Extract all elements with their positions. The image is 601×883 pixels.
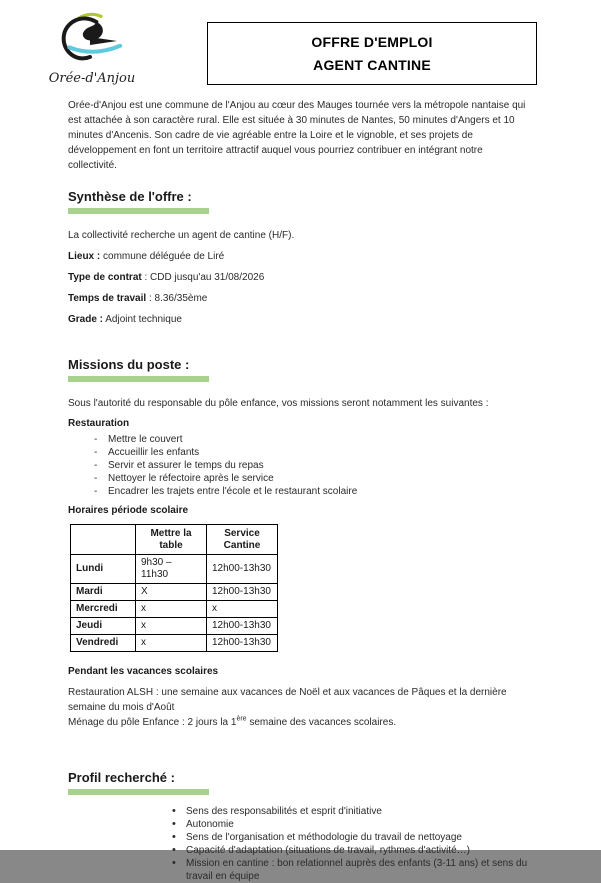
table-row [71,584,278,601]
list-item: - Nettoyer le réfectoire après le service [68,472,534,485]
table-cell-day: Vendredi [71,635,136,652]
field-type-contrat [68,270,534,285]
field-temps-travail [68,291,534,306]
logo-swirl-icon [42,10,138,72]
horaires-title: Horaires période scolaire [68,505,189,516]
table-cell: x [136,635,207,652]
field-type-contrat-value: : CDD jusqu'au 31/08/2026 [141,272,265,283]
field-grade [68,312,534,327]
list-item: • Autonomie [186,818,534,831]
table-header-mettre: Mettre la table [136,525,207,555]
table-row [71,618,278,635]
document-title-line1: OFFRE D'EMPLOI [311,34,433,50]
profil-list [68,805,534,883]
restauration-list [68,433,534,498]
list-item: • Capacité d'adaptation (situations de travail, rythmes d'activité…) [186,844,534,857]
table-cell: 12h00-13h30 [207,618,278,635]
table-row [71,601,278,618]
table-cell: x [136,618,207,635]
list-item: - Encadrer les trajets entre l'école et le restaurant scolaire [68,485,534,498]
field-grade-label: Grade : [68,314,104,325]
green-underline-bar [68,376,209,382]
synthese-intro: La collectivité recherche un agent de cantine (H/F). [68,230,295,241]
green-underline-bar [68,208,209,214]
table-cell: X [136,584,207,601]
table-cell-day: Lundi [71,555,136,584]
field-temps-travail-label: Temps de travail [68,293,147,304]
table-header-row [71,525,278,555]
list-item: • Sens de l'organisation et méthodologie du travail de nettoyage [186,831,534,844]
table-row [71,635,278,652]
profil-heading: Profil recherché : [68,770,175,785]
horaires-table [70,524,278,652]
table-cell: 9h30 – 11h30 [136,555,207,584]
missions-intro: Sous l'autorité du responsable du pôle enfance, vos missions seront notamment les suivantes : [68,398,489,409]
intro-paragraph: Orée-d'Anjou est une commune de l'Anjou au cœur des Mauges tournée vers la métropole nantaise qui est attachée à son caractère rural. Elle est située à 30 minutes de Nantes, 50 minutes d'Angers et 10 minutes d'Ancenis. Son cadre de vie agréable entre la Loire et le vignoble, et ses projets de développement en font un territoire attractif auquel vous pourriez contribuer en intégrant notre collectivité. [68,100,526,171]
restauration-title: Restauration [68,418,130,429]
synthese-heading: Synthèse de l'offre : [68,189,192,204]
section-synthese [68,189,534,327]
list-item: • Mission en cantine : bon relationnel auprès des enfants (3-11 ans) et sens du travail en équipe [186,857,534,883]
field-lieux-value: commune déléguée de Liré [100,251,225,262]
field-grade-value: Adjoint technique [103,314,182,325]
vacances-line2 [68,715,534,730]
vacances-line2-prefix: Ménage du pôle Enfance : 2 jours la 1 [68,717,237,728]
table-cell: 12h00-13h30 [207,584,278,601]
field-type-contrat-label: Type de contrat [68,272,142,283]
green-underline-bar [68,789,209,795]
table-header-service: Service Cantine [207,525,278,555]
oree-danjou-logo [42,10,142,85]
list-item: - Accueillir les enfants [68,446,534,459]
title-box [207,22,537,85]
field-lieux [68,249,534,264]
table-cell: 12h00-13h30 [207,635,278,652]
logo-wordmark: Orée-d'Anjou [48,71,136,86]
list-item: - Servir et assurer le temps du repas [68,459,534,472]
ordinal-superscript: ère [236,715,247,723]
section-missions [68,357,534,730]
list-item: • Sens des responsabilités et esprit d'initiative [186,805,534,818]
field-lieux-label: Lieux : [68,251,101,262]
table-cell-day: Mardi [71,584,136,601]
table-cell-day: Mercredi [71,601,136,618]
table-row [71,555,278,584]
document-title-line2: AGENT CANTINE [313,57,431,73]
field-temps-travail-value: : 8.36/35ème [146,293,208,304]
section-profil [68,770,534,883]
vacances-line1: Restauration ALSH : une semaine aux vacances de Noël et aux vacances de Pâques et la dernière semaine du mois d'Août [68,687,507,713]
vacances-line2-suffix: semaine des vacances scolaires. [246,717,397,728]
list-item: - Mettre le couvert [68,433,534,446]
missions-heading: Missions du poste : [68,357,190,372]
table-cell-day: Jeudi [71,618,136,635]
table-header-empty [71,525,136,555]
vacances-title: Pendant les vacances scolaires [68,666,219,677]
table-cell: x [136,601,207,618]
table-cell: 12h00-13h30 [207,555,278,584]
table-cell: x [207,601,278,618]
